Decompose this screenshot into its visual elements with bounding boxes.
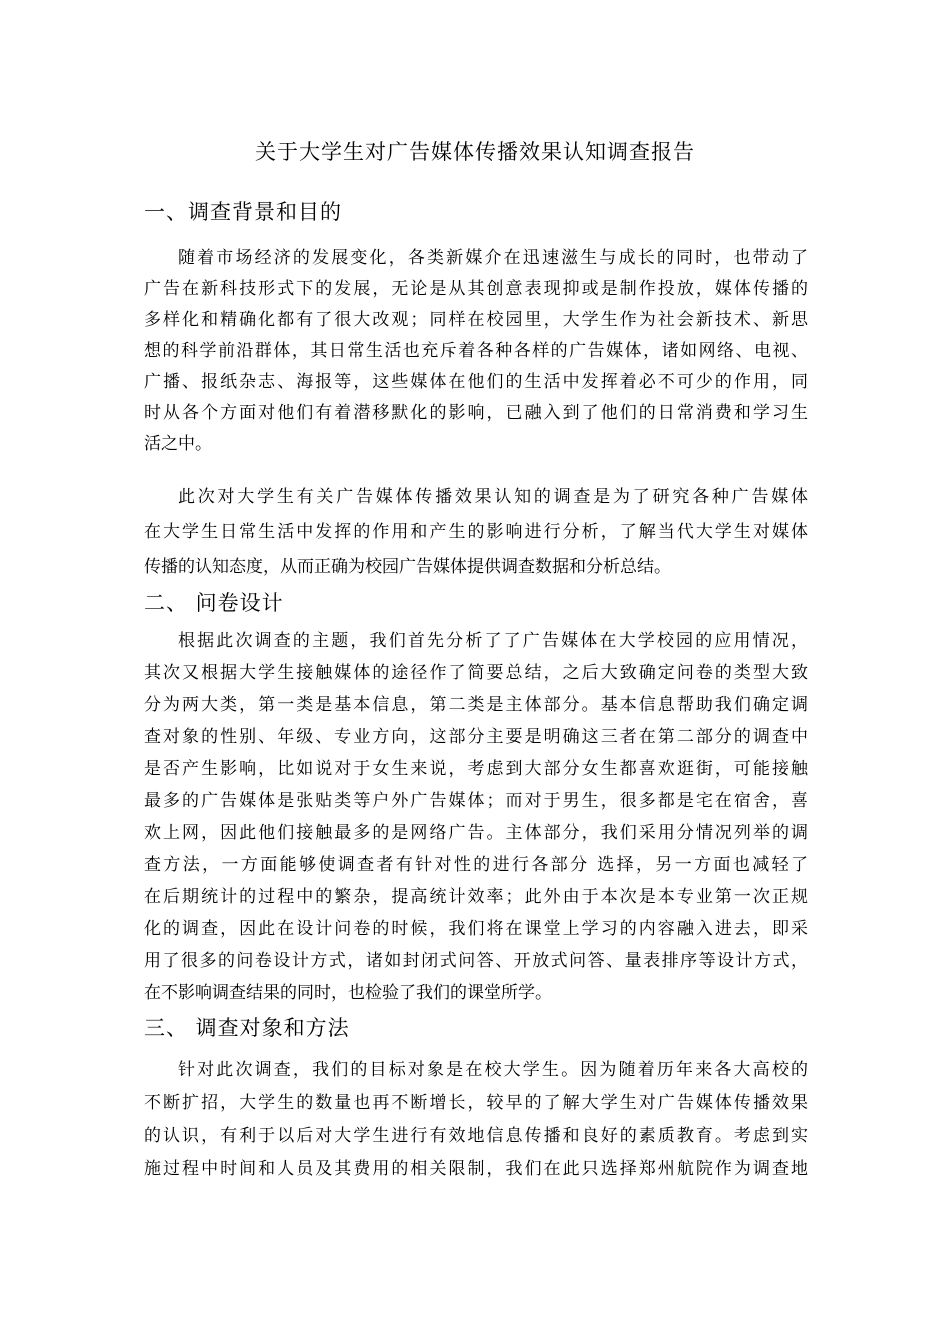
paragraph-line: 活之中。 [144,434,212,454]
paragraph-line: 的认识，有利于以后对大学生进行有效地信息传播和良好的素质教育。考虑到实 [144,1126,808,1146]
section-heading: 二、 问卷设计 [144,591,284,615]
document-title: 关于大学生对广告媒体传播效果认知调查报告 [255,140,695,164]
paragraph-line: 此次对大学生有关广告媒体传播效果认知的调查是为了研究各种广告媒体 [178,487,808,507]
paragraph-line: 在后期统计的过程中的繁杂，提高统计效率；此外由于本次是本专业第一次正规 [144,887,808,907]
paragraph-line: 是否产生影响，比如说对于女生来说，考虑到大部分女生都喜欢逛街，可能接触 [144,759,808,779]
paragraph-line: 广播、报纸杂志、海报等，这些媒体在他们的生活中发挥着必不可少的作用，同 [144,372,808,392]
paragraph-line: 不断扩招，大学生的数量也再不断增长，较早的了解大学生对广告媒体传播效果 [144,1093,808,1113]
section-heading: 三、 调查对象和方法 [144,1016,350,1040]
paragraph-line: 查方法，一方面能够使调查者有针对性的进行各部分 选择，另一方面也减轻了 [144,855,808,875]
paragraph-line: 传播的认知态度，从而正确为校园广告媒体提供调查数据和分析总结。 [144,557,671,577]
paragraph-line: 用了很多的问卷设计方式，诸如封闭式问答、开放式问答、量表排序等设计方式， [144,951,808,971]
paragraph-line: 广告在新科技形式下的发展，无论是从其创意表现抑或是制作投放，媒体传播的 [144,279,808,299]
paragraph-line: 在大学生日常生活中发挥的作用和产生的影响进行分析，了解当代大学生对媒体 [144,522,808,542]
section-heading: 一、调查背景和目的 [144,200,342,224]
paragraph-line: 时从各个方面对他们有着潜移默化的影响，已融入到了他们的日常消费和学习生 [144,403,808,423]
paragraph-line: 欢上网，因此他们接触最多的是网络广告。主体部分，我们采用分情况列举的调 [144,823,808,843]
paragraph-line: 查对象的性别、年级、专业方向，这部分主要是明确这三者在第二部分的调查中 [144,727,808,747]
paragraph-line: 其次又根据大学生接触媒体的途径作了简要总结，之后大致确定问卷的类型大致 [144,663,808,683]
paragraph-line: 在不影响调查结果的同时，也检验了我们的课堂所学。 [144,983,552,1003]
paragraph-line: 想的科学前沿群体，其日常生活也充斥着各种各样的广告媒体，诸如网络、电视、 [144,341,808,361]
paragraph-line: 最多的广告媒体是张贴类等户外广告媒体；而对于男生，很多都是宅在宿舍，喜 [144,791,808,811]
paragraph-line: 针对此次调查，我们的目标对象是在校大学生。因为随着历年来各大高校的 [178,1060,808,1080]
paragraph-line: 多样化和精确化都有了很大改观；同样在校园里，大学生作为社会新技术、新思 [144,310,808,330]
paragraph-line: 施过程中时间和人员及其费用的相关限制，我们在此只选择郑州航院作为调查地 [144,1159,808,1179]
paragraph-line: 化的调查，因此在设计问卷的时候，我们将在课堂上学习的内容融入进去，即采 [144,919,808,939]
paragraph-line: 随着市场经济的发展变化，各类新媒介在迅速滋生与成长的同时，也带动了 [178,248,808,268]
paragraph-line: 分为两大类，第一类是基本信息，第二类是主体部分。基本信息帮助我们确定调 [144,695,808,715]
paragraph-line: 根据此次调查的主题，我们首先分析了了广告媒体在大学校园的应用情况， [178,631,808,651]
